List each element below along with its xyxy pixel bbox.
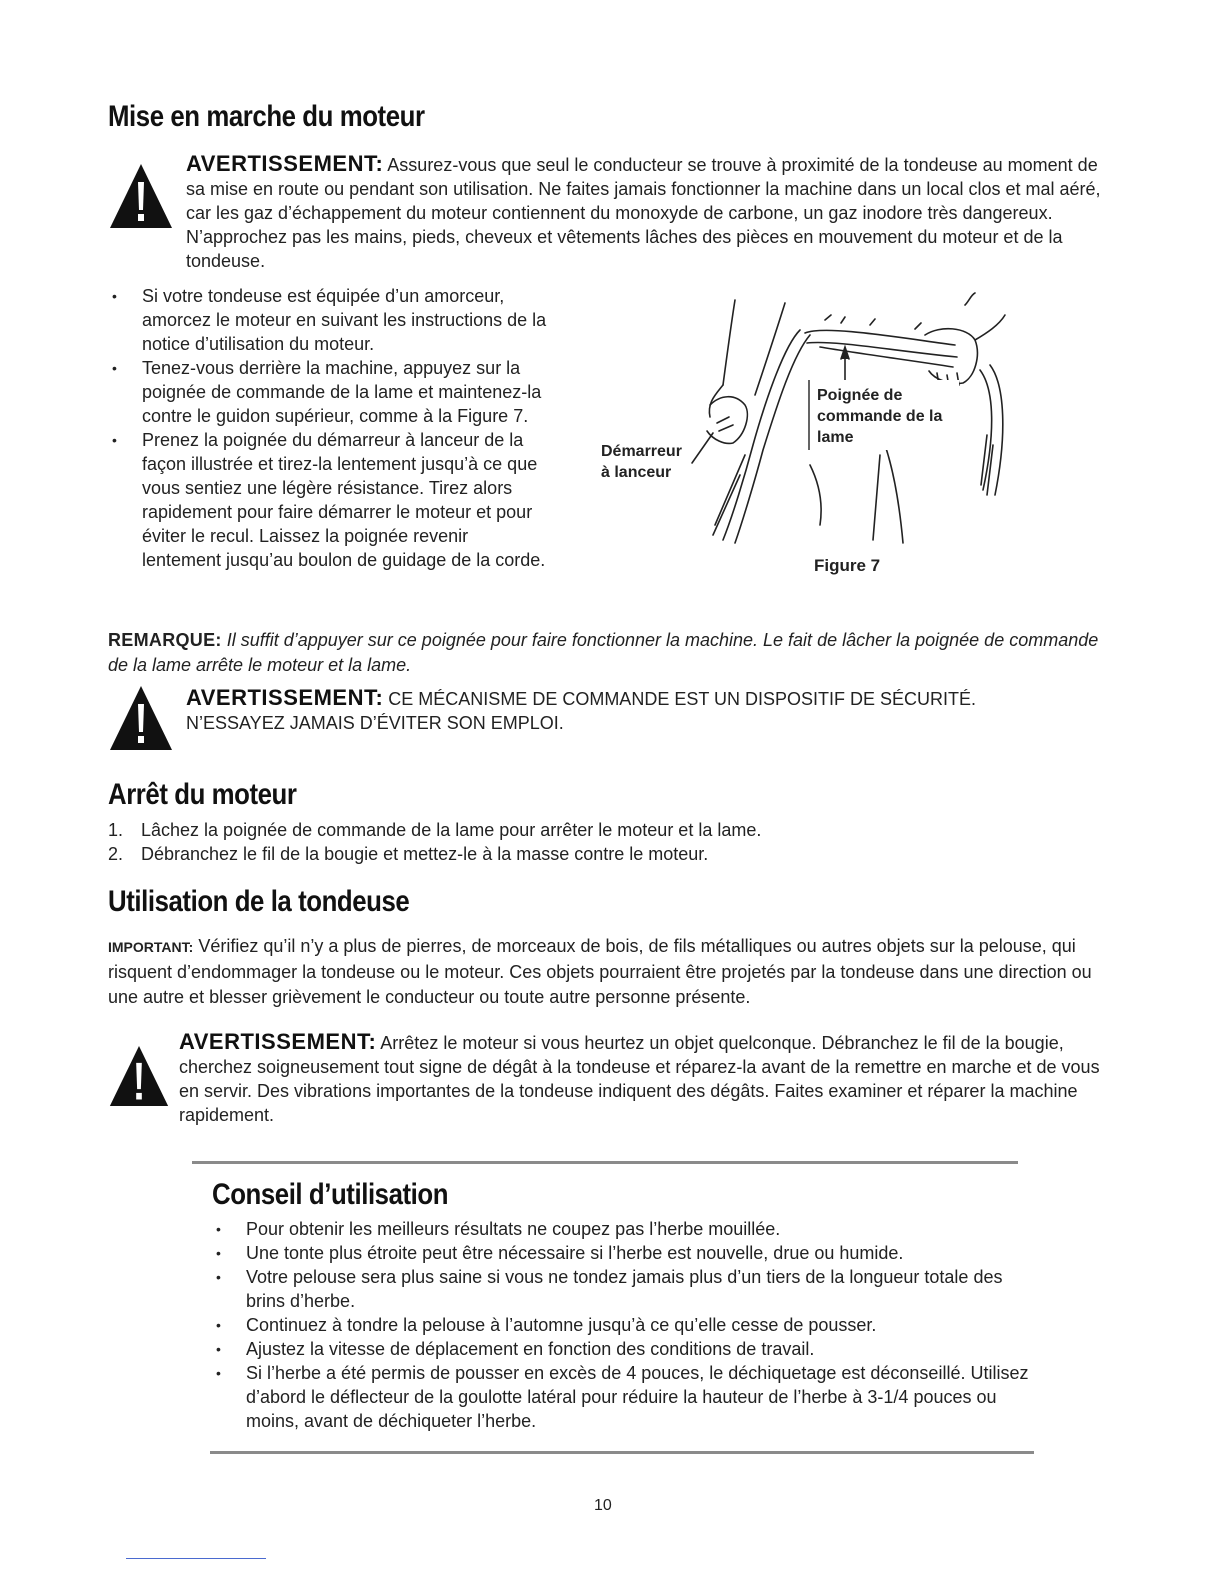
list-item: • Prenez la poignée du démarreur à lanceur de la façon illustrée et tirez-la lentement jusqu’à ce que vous sentiez une légère résistance. Tirez alors rapidement pour faire démarrer le moteur et pour éviter le recul. Laissez la poignée revenir lentement jusqu’au boulon de guidage de la corde. xyxy=(108,428,548,572)
warning-label: AVERTISSEMENT: xyxy=(186,151,384,176)
list-item: • Si votre tondeuse est équipée d’un amorceur, amorcez le moteur en suivant les instructions de la notice d’utilisation du moteur. xyxy=(108,284,548,356)
figure-label-starter xyxy=(601,441,682,483)
figure-7 xyxy=(595,285,1035,585)
tips-bullets xyxy=(212,1217,1042,1433)
list-item: • Tenez-vous derrière la machine, appuyez sur la poignée de commande de la lame et maintenez-la contre le guidon supérieur, comme à la Figure 7. xyxy=(108,356,548,428)
label-line: Démarreur xyxy=(601,443,682,460)
step-number: 2. xyxy=(108,844,124,864)
step-text: Lâchez la poignée de commande de la lame pour arrêter le moteur et la lame. xyxy=(141,820,762,840)
list-item: • Continuez à tondre la pelouse à l’automne jusqu’à ce qu’elle cesse de pousser. xyxy=(212,1313,1042,1337)
note-text: Il suffit d’appuyer sur ce poignée pour faire fonctionner la machine. Le fait de lâcher la poignée de commande de la lame arrête le moteur et la lame. xyxy=(108,630,1099,675)
figure-label-handle xyxy=(817,385,942,448)
warning-text-safety xyxy=(186,686,1116,735)
label-line: lame xyxy=(817,429,854,446)
label-line: à lanceur xyxy=(601,464,672,481)
section-title-stop: Arrêt du moteur xyxy=(108,778,297,811)
list-item xyxy=(108,818,1108,842)
warning-text-use xyxy=(179,1030,1114,1127)
list-item: • Si l’herbe a été permis de pousser en excès de 4 pouces, le déchiquetage est déconseillé. Utilisez d’abord le déflecteur de la goulotte latéral pour réduire la hauteur de l’herbe à 3-1/4 pouces ou moins, avant de déchiqueter l’herbe. xyxy=(212,1361,1042,1433)
note-paragraph xyxy=(108,628,1118,678)
list-item: • Une tonte plus étroite peut être nécessaire si l’herbe est nouvelle, drue ou humide. xyxy=(212,1241,1042,1265)
important-label: IMPORTANT: xyxy=(108,939,194,955)
label-line: Poignée de xyxy=(817,387,903,404)
step-number: 1. xyxy=(108,820,124,840)
section-title-start: Mise en marche du moteur xyxy=(108,100,425,133)
mower-handle-illustration xyxy=(595,285,1035,555)
label-line: commande de la xyxy=(817,408,943,425)
warning-triangle-icon xyxy=(108,1044,170,1108)
note-label: REMARQUE: xyxy=(108,630,222,650)
page-number: 10 xyxy=(594,1497,612,1514)
step-text: Débranchez le fil de la bougie et mettez-le à la masse contre le moteur. xyxy=(141,844,709,864)
section-title-use: Utilisation de la tondeuse xyxy=(108,885,410,918)
warning-triangle-icon xyxy=(108,684,174,752)
warning-block-safety xyxy=(108,682,1108,757)
warning-label: AVERTISSEMENT: xyxy=(179,1029,377,1054)
warning-block-start xyxy=(108,150,1108,275)
tips-bottom-rule xyxy=(210,1451,1034,1454)
list-item: • Pour obtenir les meilleurs résultats ne coupez pas l’herbe mouillée. xyxy=(212,1217,1042,1241)
list-item: • Ajustez la vitesse de déplacement en fonction des conditions de travail. xyxy=(212,1337,1042,1361)
warning-body: Arrêtez le moteur si vous heurtez un objet quelconque. Débranchez le fil de la bougie, cherchez soigneusement tout signe de dégât à la tondeuse et réparez-la avant de la remettre en marche et de vous en servir. Des vibrations importantes de la tondeuse indiquent des dégâts. Faites examiner et réparer la machine rapidement. xyxy=(179,1033,1100,1125)
start-bullets xyxy=(108,284,548,572)
warning-block-use xyxy=(108,1030,1108,1130)
important-text: Vérifiez qu’il n’y a plus de pierres, de morceaux de bois, de fils métalliques ou autres objets sur la pelouse, qui risquent d’endommager la tondeuse ou le moteur. Ces objets pourraient être projetés par la tondeuse dans une direction ou une autre et blesser grièvement le conducteur ou toute autre personne présente. xyxy=(108,936,1092,1007)
warning-body-line2: N’ESSAYEZ JAMAIS D’ÉVITER SON EMPLOI. xyxy=(186,713,564,733)
warning-label: AVERTISSEMENT: xyxy=(186,685,384,710)
stop-steps xyxy=(108,818,1108,866)
footer-divider xyxy=(126,1558,266,1559)
warning-body-line1: CE MÉCANISME DE COMMANDE EST UN DISPOSITIF DE SÉCURITÉ. xyxy=(388,689,977,709)
warning-triangle-icon xyxy=(108,162,174,230)
figure-caption: Figure 7 xyxy=(814,556,881,575)
warning-text-start xyxy=(186,152,1116,273)
tips-top-rule xyxy=(192,1161,1018,1164)
list-item: • Votre pelouse sera plus saine si vous ne tondez jamais plus d’un tiers de la longueur totale des brins d’herbe. xyxy=(212,1265,1042,1313)
warning-body: Assurez-vous que seul le conducteur se trouve à proximité de la tondeuse au moment de sa mise en route ou pendant son utilisation. Ne faites jamais fonctionner la machine dans un local clos et mal aéré, car les gaz d’échappement du moteur contiennent du monoxyde de carbone, un gaz inodore très dangereux. N’approchez pas les mains, pieds, cheveux et vêtements lâches des pièces en mouvement du moteur et de la tondeuse. xyxy=(186,155,1101,271)
section-title-tips: Conseil d’utilisation xyxy=(212,1178,449,1211)
list-item xyxy=(108,842,1108,866)
important-paragraph xyxy=(108,934,1113,1010)
